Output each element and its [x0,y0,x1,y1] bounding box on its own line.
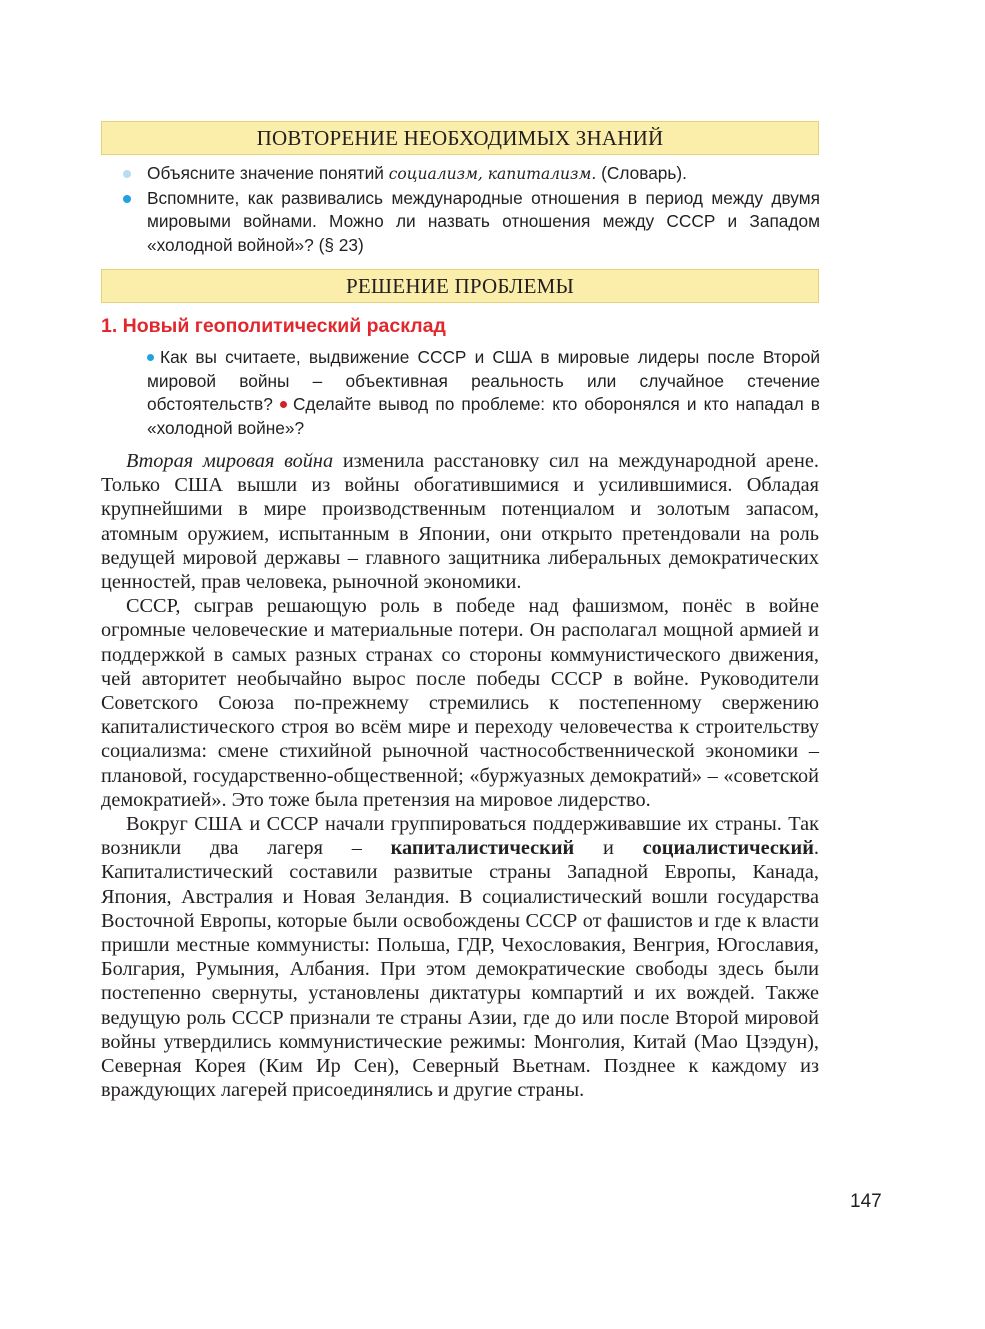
paragraph-text: Вокруг США и СССР начали группироваться поддерживавшие их страны. Так возникли два лагеря – [101,813,819,860]
paragraph-text: изменила расстановку сил на международной арене. Только США вышли из войны обогатившимися и усилившимися. Обладая крупнейшими в мире производственным потенциалом и золотым запасом, атомным оружием, испытанным в Японии, они открыто претендовали на роль ведущей мировой державы – главного защитника либеральных демократических ценностей, прав человека, рыночной экономики. [101,450,819,594]
review-item-source: (Словарь). [596,163,687,183]
page-number: 147 [850,1191,882,1212]
bullet-dot-icon [123,170,131,178]
question-text: Сделайте вывод по проблеме: кто оборонялся и кто нападал в «холодной войне»? [147,394,820,438]
paragraph [101,449,819,594]
bullet-dot-icon [123,195,131,203]
paragraph-text: . Капиталистический составили развитые страны Западной Европы, Канада, Япония, Австралия и Новая Зеландия. В социалистический вошли государства Восточной Европы, которые были освобождены СССР от фашистов и где к власти пришли местные коммунисты: Польша, ГДР, Чехословакия, Венгрия, Югославия, Болгария, Румыния, Албания. При этом демократические свободы здесь были постепенно свернуты, установлены диктатуры компартий и их вождей. Также ведущую роль СССР признали те страны Азии, где до или после Второй мировой войны утвердились коммунистические режимы: Монголия, Китай (Мао Цзэдун), Северная Корея (Ким Ир Сен), Северный Вьетнам. Позднее к каждому из враждующих лагерей присоединялись и другие страны. [101,837,819,1102]
paragraph [101,594,819,812]
paragraph-text: и [574,837,643,860]
section-band-title: РЕШЕНИЕ ПРОБЛЕМЫ [346,274,574,298]
section-band-repeat [101,121,819,155]
review-item [104,162,820,187]
paragraph-text: СССР, сыграв решающую роль в победе над фашизмом, понёс в войне огромные человеческие и материальные потери. Он располагал мощной армией и поддержкой в самых разных странах со стороны коммунистического движения, чей авторитет необычайно вырос после победы СССР в войне. Руководители Советского Союза по-прежнему стремились к постепенному свержению капиталистического строя во всём мире и переходу человечества к строительству социализма: смене стихийной рыночной частнособственнической экономики – плановой, государственно-общественной; «буржуазных демократий» – «советской демократией». Это тоже была претензия на мировое лидерство. [101,595,819,811]
section-heading: 1. Новый геополитический расклад [101,315,446,337]
section-band-problem [101,269,819,303]
section-band-title: ПОВТОРЕНИЕ НЕОБХОДИМЫХ ЗНАНИЙ [256,126,664,150]
bullet-dot-icon [147,354,154,361]
term-bold: капиталистический [390,837,575,860]
review-item-text: Вспомните, как развивались международные отношения в период между двумя мировыми войнами. Можно ли назвать отношения между СССР и Западом «холодной войной»? (§ 23) [147,187,820,255]
review-item [104,187,820,258]
term-bold: социалистический [642,837,814,860]
review-item-terms: социализм, капитализм. [388,165,597,183]
review-item-text: Объясните значение понятий [147,163,389,183]
main-text [101,449,819,1102]
section-questions [147,346,820,440]
term-italic: Вторая мировая война [126,450,334,472]
review-list [104,162,820,257]
question-text: Как вы считаете, выдвижение СССР и США в мировые лидеры после Второй мировой войны – объективная реальность или случайное стечение обстоятельств? [147,347,820,414]
bullet-dot-icon [280,401,287,408]
paragraph [101,812,819,1102]
